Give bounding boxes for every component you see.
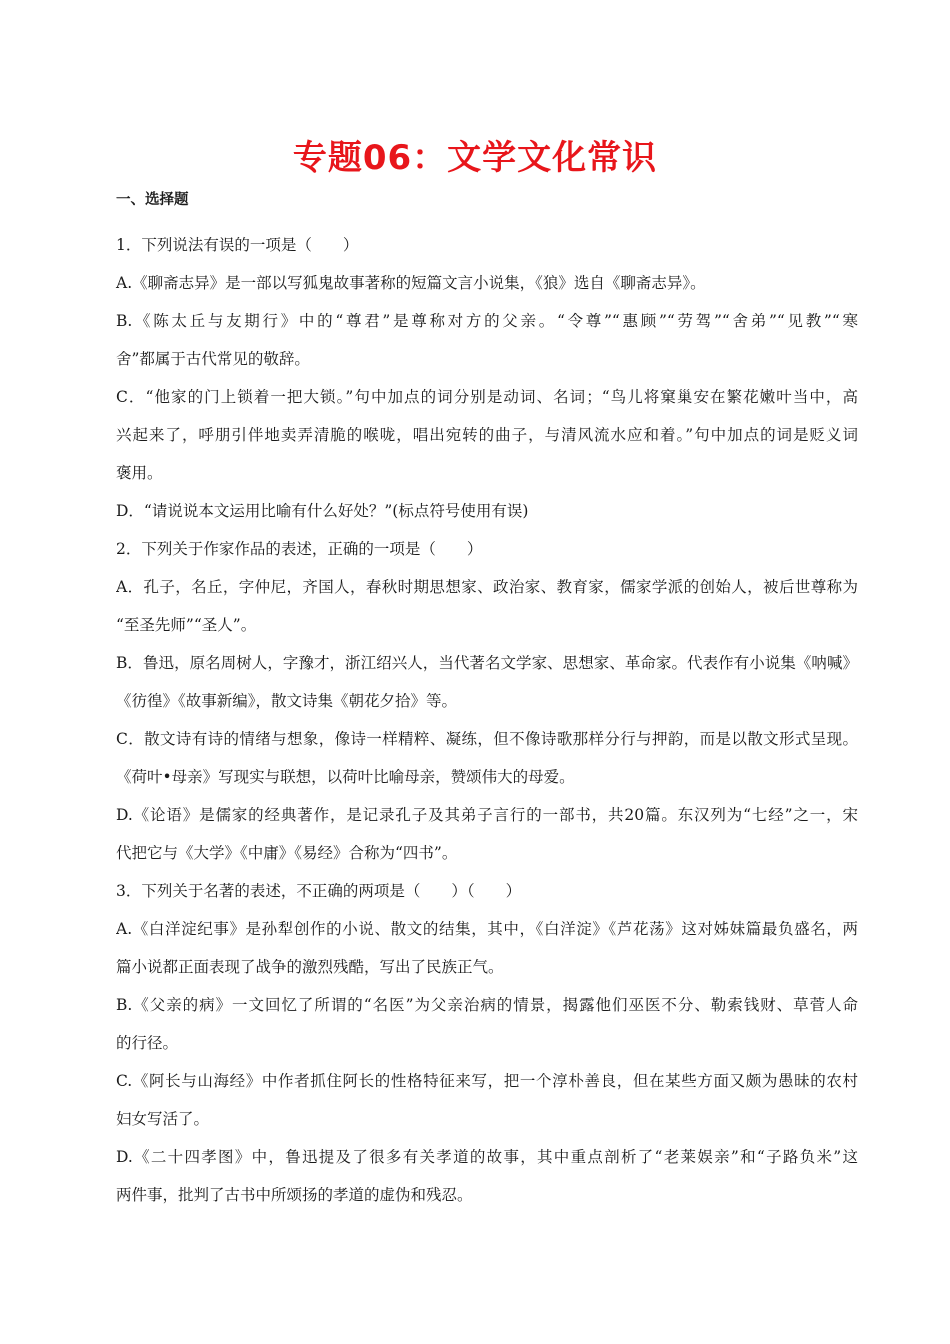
text-line: 3．下列关于名著的表述，不正确的两项是（ ）（ ） (116, 882, 522, 900)
text-line: 《彷徨》《故事新编》，散文诗集《朝花夕拾》等。 (116, 692, 458, 710)
text-line: B．鲁迅，原名周树人，字豫才，浙江绍兴人，当代著名文学家、思想家、革命家。代表作有小说集《呐喊》 (116, 654, 858, 672)
text-line: D.《论语》是儒家的经典著作，是记录孔子及其弟子言行的一部书，共20篇。东汉列为“七经”之一，宋 (116, 806, 858, 824)
text-line: 舍”都属于古代常见的敬辞。 (116, 350, 310, 368)
text-line: 妇女写活了。 (116, 1110, 210, 1128)
text-line: 《荷叶•母亲》写现实与联想，以荷叶比喻母亲，赞颂伟大的母爱。 (116, 768, 575, 786)
text-line: 两件事，批判了古书中所颂扬的孝道的虚伪和残忍。 (116, 1186, 473, 1204)
page-title: 专题06：文学文化常识 (292, 138, 658, 178)
text-line: 褒用。 (116, 464, 163, 482)
text-line: C．“他家的门上锁着一把大锁。”句中加点的词分别是动词、名词；“鸟儿将窠巢安在繁花嫩叶当中，高 (116, 388, 858, 406)
text-line: C.《阿长与山海经》中作者抓住阿长的性格特征来写，把一个淳朴善良，但在某些方面又颇为愚昧的农村 (116, 1072, 858, 1090)
text-line: D．“请说说本文运用比喻有什么好处？”(标点符号使用有误) (116, 502, 529, 520)
text-line: D.《二十四孝图》中，鲁迅提及了很多有关孝道的故事，其中重点剖析了“老莱娱亲”和“子路负米”这 (116, 1148, 858, 1166)
text-line: 篇小说都正面表现了战争的激烈残酷，写出了民族正气。 (116, 958, 504, 976)
text-line: C．散文诗有诗的情绪与想象，像诗一样精粹、凝练，但不像诗歌那样分行与押韵，而是以散文形式呈现。 (116, 730, 858, 748)
section-heading: 一、选择题 (116, 192, 189, 208)
text-line: A.《聊斋志异》是一部以写狐鬼故事著称的短篇文言小说集，《狼》选自《聊斋志异》。 (116, 274, 706, 292)
text-line: “至圣先师”“圣人”。 (116, 616, 257, 634)
text-line: 的行径。 (116, 1034, 179, 1052)
question-list (116, 226, 858, 1214)
text-line: A.《白洋淀纪事》是孙犁创作的小说、散文的结集，其中，《白洋淀》《芦花荡》这对姊妹篇最负盛名，两 (116, 920, 858, 938)
document-body (116, 190, 858, 1214)
text-line: 代把它与《大学》《中庸》《易经》合称为“四书”。 (116, 844, 458, 862)
text-line: 兴起来了，呼朋引伴地卖弄清脆的喉咙，唱出宛转的曲子，与清风流水应和着。”句中加点的词是贬义词 (116, 426, 858, 444)
text-line: B.《陈太丘与友期行》中的“尊君”是尊称对方的父亲。“令尊”“惠顾”“劳驾”“舍弟”“见教”“寒 (116, 312, 858, 330)
text-line: 2．下列关于作家作品的表述，正确的一项是（ ） (116, 540, 483, 558)
text-line: 1．下列说法有误的一项是（ ） (116, 236, 359, 254)
text-line: B.《父亲的病》一文回忆了所谓的“名医”为父亲治病的情景，揭露他们巫医不分、勒索钱财、草菅人命 (116, 996, 858, 1014)
text-line: A．孔子，名丘，字仲尼，齐国人，春秋时期思想家、政治家、教育家，儒家学派的创始人，被后世尊称为 (116, 578, 858, 596)
